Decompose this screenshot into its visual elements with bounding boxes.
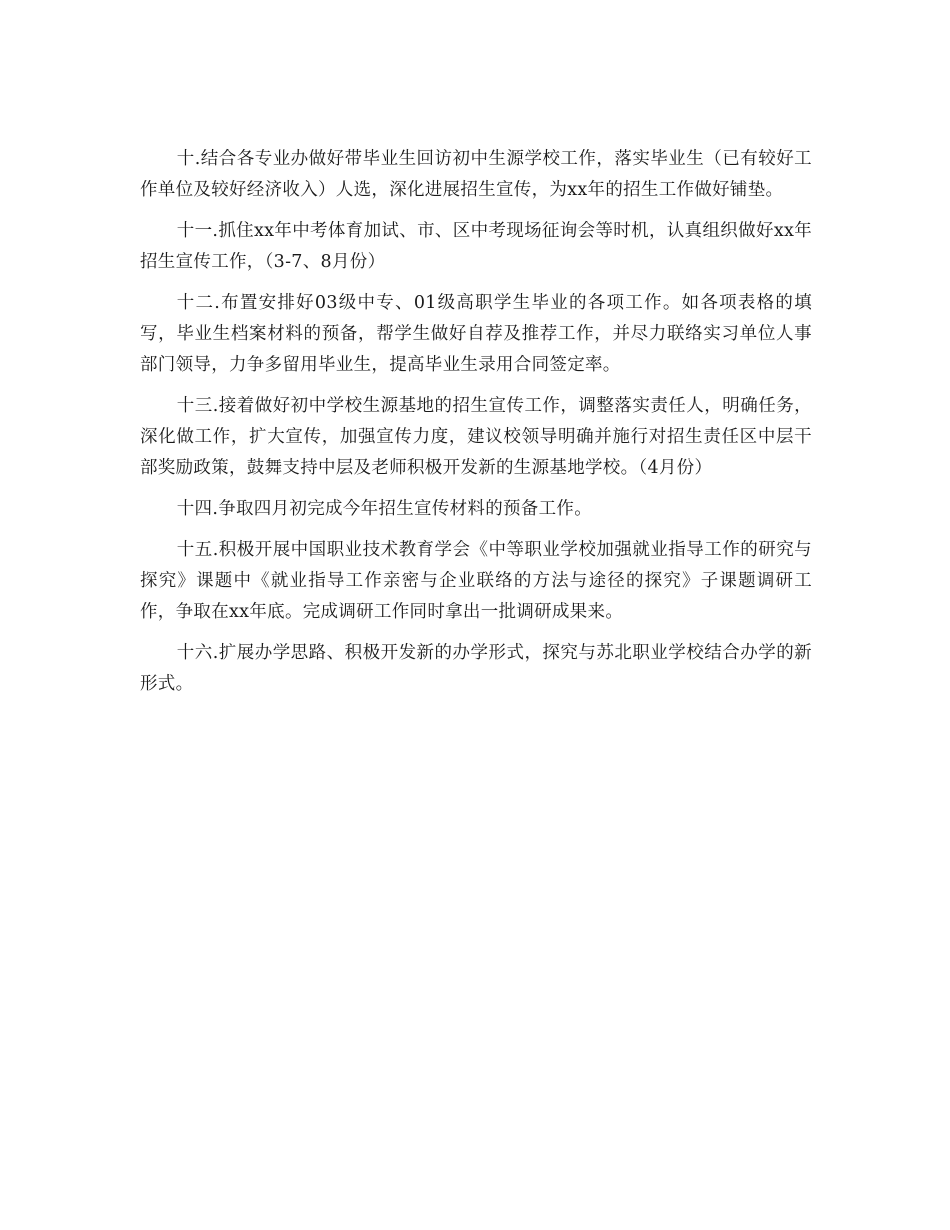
document-body: [140, 144, 812, 700]
paragraph-item-15: 十五.积极开展中国职业技术教育学会《中等职业学校加强就业指导工作的研究与探究》课题中《就业指导工作亲密与企业联络的方法与途径的探究》子课题调研工作，争取在xx年底。完成调研工作同时拿出一批调研成果来。: [140, 540, 812, 622]
paragraph-item-12: 十二.布置安排好03级中专、01级高职学生毕业的各项工作。如各项表格的填写，毕业生档案材料的预备，帮学生做好自荐及推荐工作，并尽力联络实习单位人事部门领导，力争多留用毕业生，提高毕业生录用合同签定率。: [140, 293, 812, 375]
paragraph-item-11: 十一.抓住xx年中考体育加试、市、区中考现场征询会等时机，认真组织做好xx年招生宣传工作，（3-7、8月份）: [140, 221, 812, 272]
paragraph-item-10: 十.结合各专业办做好带毕业生回访初中生源学校工作，落实毕业生（已有较好工作单位及较好经济收入）人选，深化进展招生宣传，为xx年的招生工作做好铺垫。: [140, 149, 812, 200]
paragraph-item-14: 十四.争取四月初完成今年招生宣传材料的预备工作。: [176, 499, 593, 519]
paragraph-item-13: 十三.接着做好初中学校生源基地的招生宣传工作，调整落实责任人，明确任务，深化做工作，扩大宣传，加强宣传力度，建议校领导明确并施行对招生责任区中层干部奖励政策，鼓舞支持中层及老师积极开发新的生源基地学校。（4月份）: [140, 396, 812, 478]
paragraph-item-16: 十六.扩展办学思路、积极开发新的办学形式，探究与苏北职业学校结合办学的新形式。: [140, 643, 812, 694]
